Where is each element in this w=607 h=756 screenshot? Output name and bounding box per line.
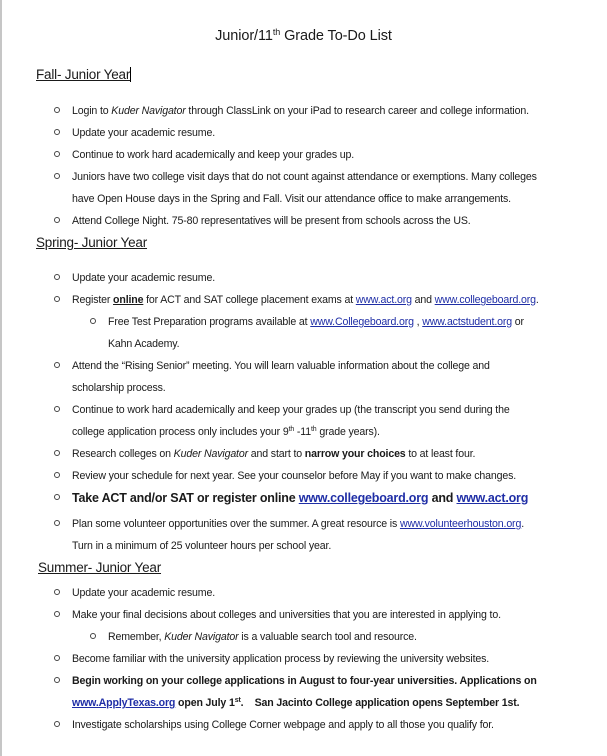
page-title <box>0 28 607 44</box>
bullet-icon <box>54 487 60 509</box>
act-link[interactable]: www.act.org <box>456 491 529 505</box>
section-heading-summer: Summer- Junior Year <box>38 560 162 575</box>
list-item-highlight: Take ACT and/or SAT or register online www.collegeboard.org and www.act.org <box>72 487 582 509</box>
list-item: Continue to work hard academically and keep your grades up (the transcript you send during the college application process only includes your 9th -11th grade years). <box>72 399 582 443</box>
list-item: Begin working on your college applications in August to four-year universities. Applications on www.ApplyTexas.org open July 1st. San Jacinto College application opens September 1st. <box>72 670 582 714</box>
bullet-icon <box>54 399 60 421</box>
applytexas-link[interactable]: www.ApplyTexas.org <box>72 697 176 709</box>
section-heading-spring: Spring- Junior Year <box>36 235 148 250</box>
bullet-icon <box>54 100 60 122</box>
act-link[interactable]: www.act.org <box>355 294 412 306</box>
list-item: Continue to work hard academically and keep your grades up. <box>72 144 582 166</box>
heading-text: Fall- Junior Year <box>36 67 131 82</box>
bullet-icon <box>54 670 60 692</box>
list-item: Attend the “Rising Senior” meeting. You will learn valuable information about the college and scholarship process. <box>72 355 582 399</box>
list-item: Investigate scholarships using College Corner webpage and apply to all those you qualify for. <box>72 714 582 736</box>
collegeboard-link[interactable]: www.Collegeboard.org <box>310 316 414 328</box>
title-text-end: Grade To-Do List <box>280 28 392 44</box>
list-item: Become familiar with the university application process by reviewing the university websites. <box>72 648 582 670</box>
list-item: Attend College Night. 75-80 representatives will be present from schools across the US. <box>72 210 582 232</box>
kuder-navigator-text: Kuder Navigator <box>111 105 186 117</box>
section-heading-fall[interactable] <box>36 67 131 82</box>
bullet-icon <box>54 210 60 232</box>
list-item: Plan some volunteer opportunities over the summer. A great resource is www.volunteerhouston.org. Turn in a minimum of 25 volunteer hours per school year. <box>72 513 582 557</box>
bullet-icon <box>54 267 60 289</box>
collegeboard-link[interactable]: www.collegeboard.org <box>434 294 536 306</box>
list-item: Register online for ACT and SAT college placement exams at www.act.org and www.collegeboard.org. <box>72 289 582 311</box>
list-item: Make your final decisions about colleges and universities that you are interested in applying to. <box>72 604 582 626</box>
bullet-icon <box>54 289 60 311</box>
list-item: Update your academic resume. <box>72 122 582 144</box>
text-cursor <box>130 67 131 82</box>
bullet-icon <box>54 465 60 487</box>
sub-list-item: Free Test Preparation programs available at www.Collegeboard.org , www.actstudent.org or Kahn Academy. <box>108 311 578 355</box>
list-item: Juniors have two college visit days that do not count against attendance or exemptions. Many colleges have Open House days in the Spring and Fall. Visit our attendance office to make arrangements. <box>72 166 582 210</box>
bullet-icon <box>54 513 60 535</box>
bullet-icon <box>54 166 60 188</box>
bullet-icon <box>90 311 96 333</box>
bullet-icon <box>54 582 60 604</box>
bullet-icon <box>54 604 60 626</box>
list-item: Login to Kuder Navigator through ClassLink on your iPad to research career and college information. <box>72 100 582 122</box>
bullet-icon <box>54 122 60 144</box>
bullet-icon <box>90 626 96 648</box>
online-emphasis: online <box>113 294 144 306</box>
title-superscript: th <box>272 27 281 37</box>
list-item: Review your schedule for next year. See your counselor before May if you want to make changes. <box>72 465 582 487</box>
sub-list-item: Remember, Kuder Navigator is a valuable search tool and resource. <box>108 626 578 648</box>
actstudent-link[interactable]: www.actstudent.org <box>422 316 512 328</box>
title-text: Junior/11 <box>215 28 273 44</box>
collegeboard-link[interactable]: www.collegeboard.org <box>298 491 429 505</box>
list-item: Research colleges on Kuder Navigator and start to narrow your choices to at least four. <box>72 443 582 465</box>
volunteerhouston-link[interactable]: www.volunteerhouston.org <box>399 518 522 530</box>
bullet-icon <box>54 443 60 465</box>
bullet-icon <box>54 648 60 670</box>
bullet-icon <box>54 355 60 377</box>
narrow-choices-emphasis: narrow your choices <box>304 448 406 460</box>
list-item: Update your academic resume. <box>72 267 582 289</box>
list-item: Update your academic resume. <box>72 582 582 604</box>
bullet-icon <box>54 144 60 166</box>
bullet-icon <box>54 714 60 736</box>
page-left-border <box>0 0 2 756</box>
